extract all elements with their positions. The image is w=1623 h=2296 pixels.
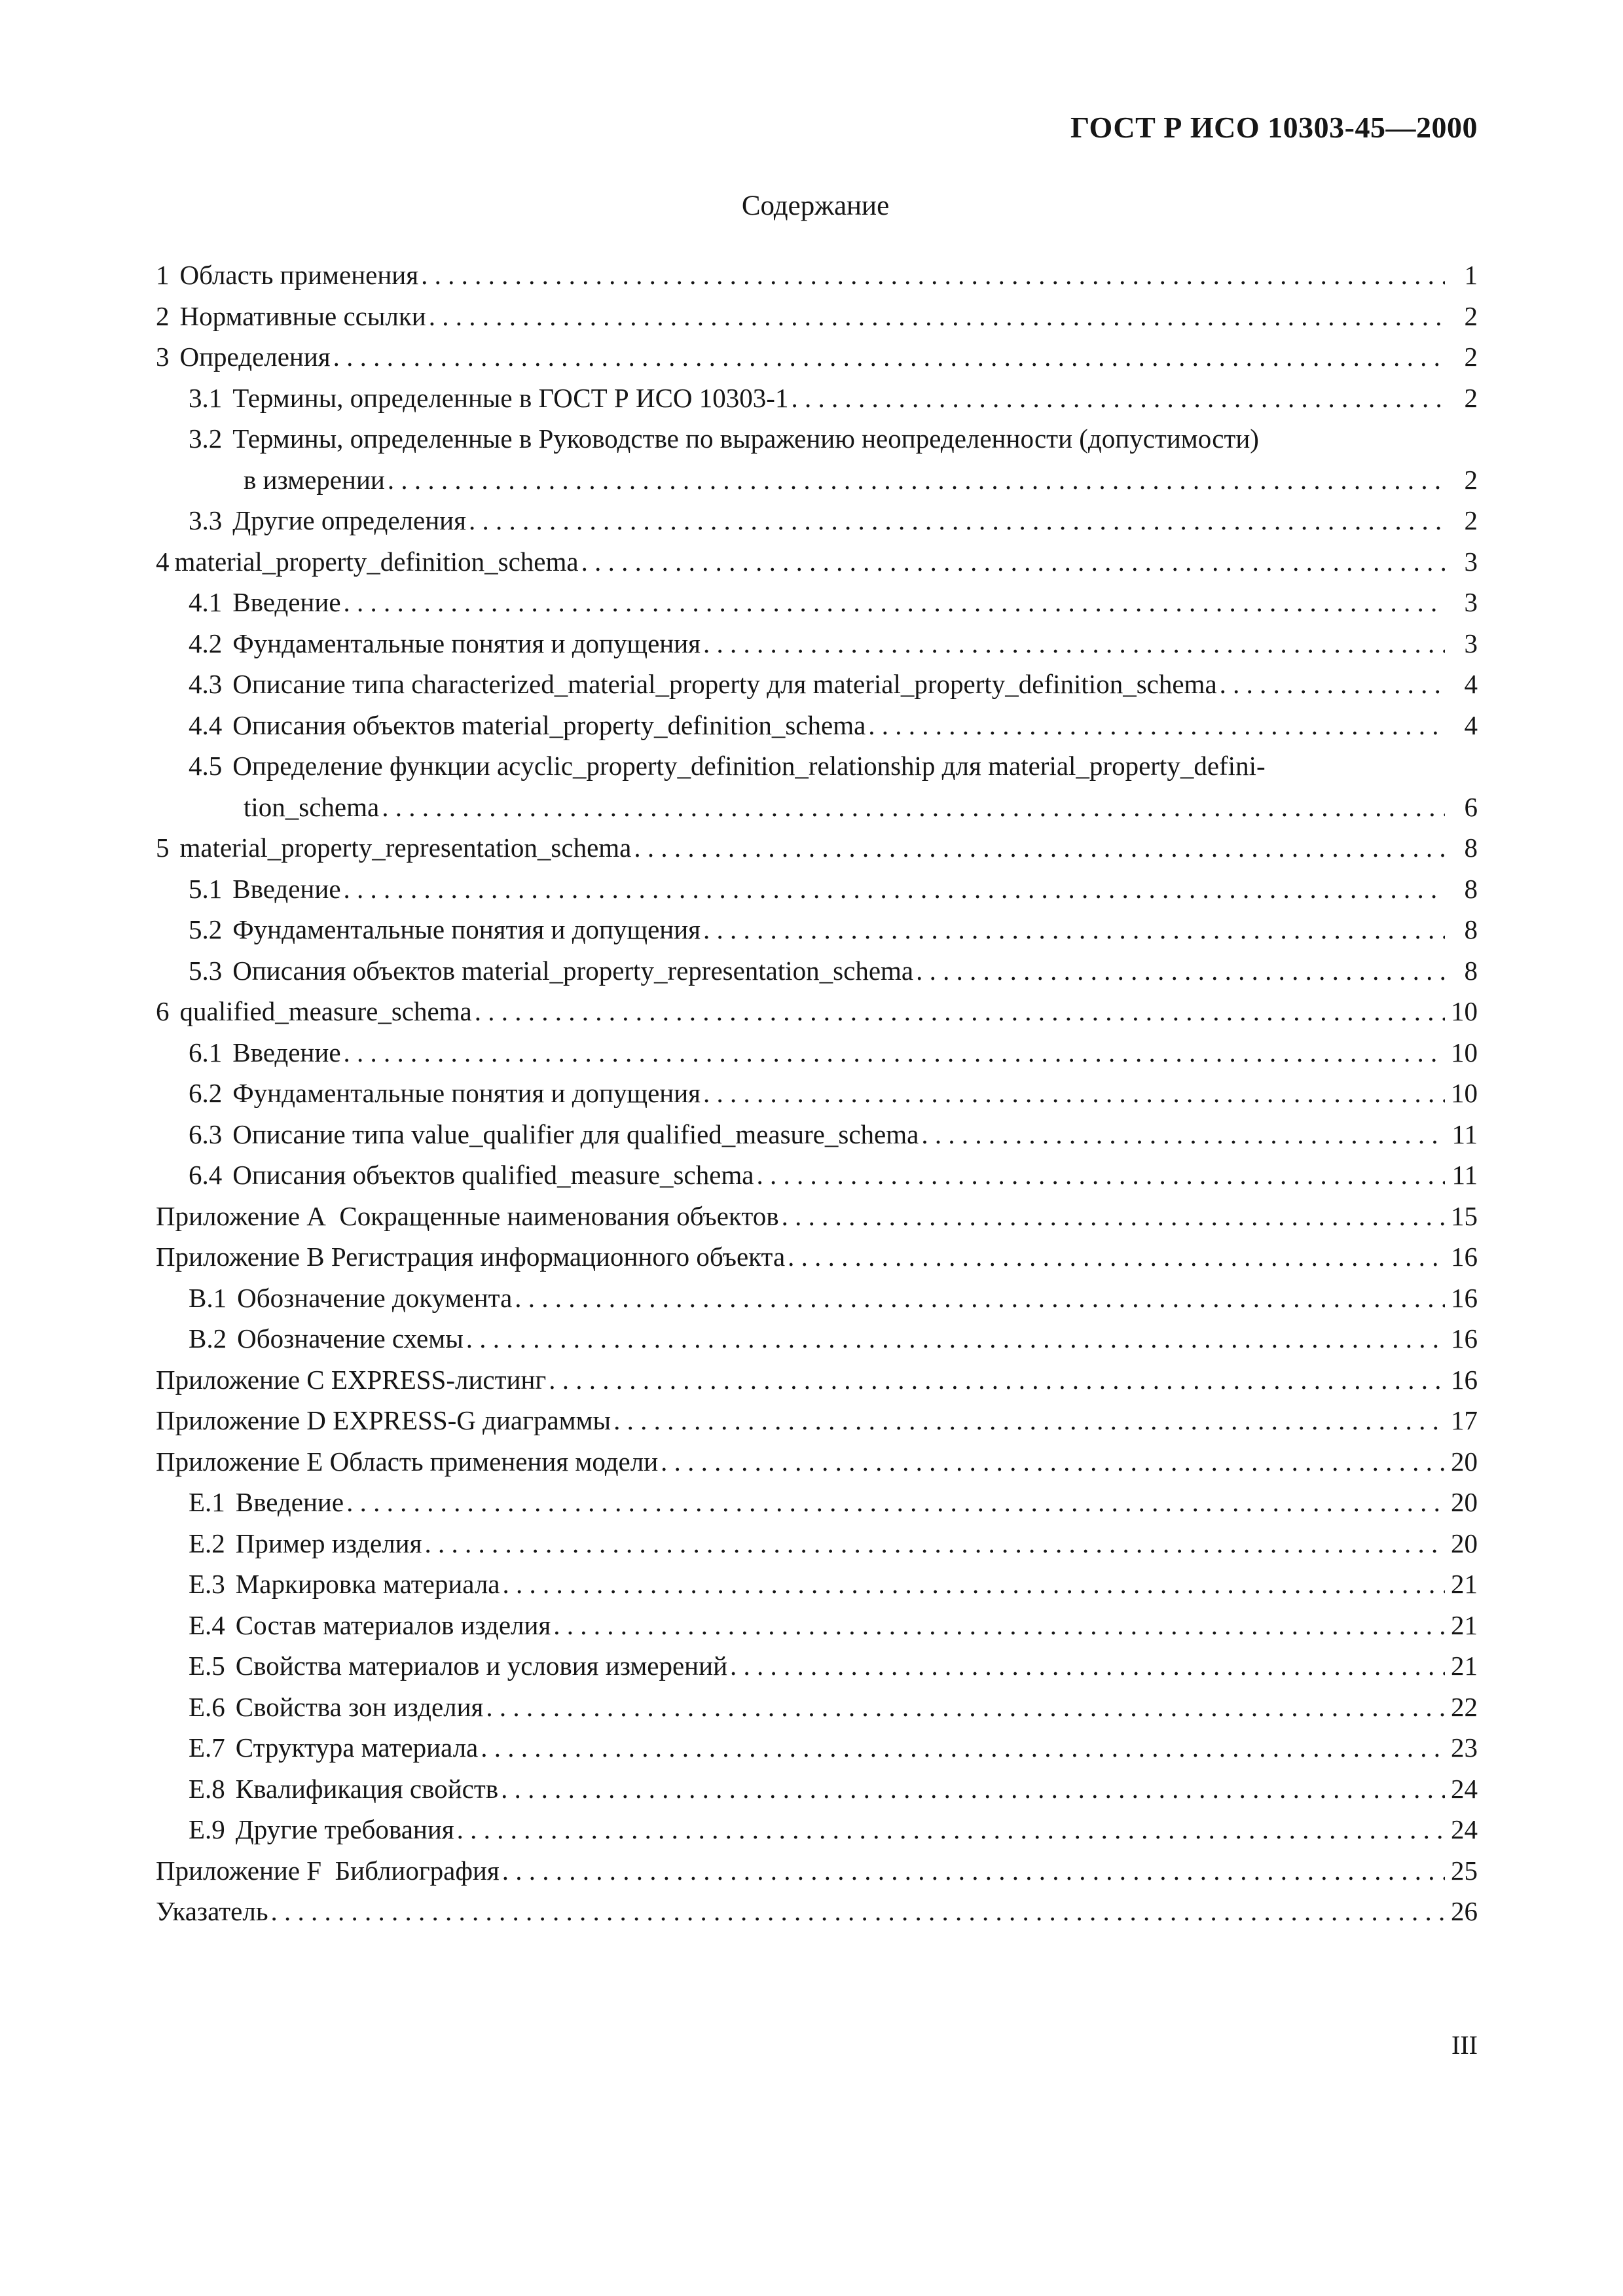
toc-entry-page: 21: [1451, 1609, 1478, 1640]
dot-leader: [457, 1809, 1445, 1850]
toc-entry-number: 3: [156, 342, 170, 372]
toc-entry[interactable]: [156, 1073, 1478, 1114]
dot-leader: [703, 623, 1445, 664]
dot-leader: [421, 255, 1445, 296]
dot-leader: [515, 1278, 1445, 1319]
dot-leader: [782, 1196, 1445, 1237]
toc-entry-number: 4.5: [189, 751, 223, 781]
dot-leader: [424, 1523, 1445, 1564]
toc-entry-number: Е.4: [189, 1609, 225, 1640]
toc-entry-page: 10: [1451, 1037, 1478, 1067]
toc-entry-page: 2: [1464, 342, 1478, 372]
toc-entry-title: Состав материалов изделия: [235, 1609, 551, 1640]
toc-entry-page: 20: [1451, 1487, 1478, 1517]
page-number: III: [1451, 2030, 1478, 2060]
toc-entry[interactable]: [156, 745, 1478, 787]
toc-entry-page: 23: [1451, 1732, 1478, 1763]
toc-entry-title: Приложение Е Область применения модели: [156, 1446, 659, 1477]
toc-entry-number: Е.2: [189, 1528, 225, 1558]
dot-leader: [346, 1482, 1445, 1523]
toc-entry-page: 20: [1451, 1446, 1478, 1477]
toc-entry-title: Пример изделия: [235, 1528, 422, 1558]
toc-entry-number: 1: [156, 260, 170, 290]
toc-entry-title: Термины, определенные в Руководстве по выражению неопределенности (допустимости): [232, 423, 1259, 454]
toc-entry-page: 10: [1451, 1078, 1478, 1108]
toc-entry[interactable]: [156, 1155, 1478, 1196]
toc-entry-title: Введение: [232, 1037, 341, 1067]
toc-entry[interactable]: [156, 1114, 1478, 1155]
dot-leader: [486, 1687, 1445, 1728]
toc-entry[interactable]: [156, 541, 1478, 583]
toc-entry[interactable]: [156, 1727, 1478, 1768]
document-code: ГОСТ Р ИСО 10303-45—2000: [1070, 111, 1478, 144]
toc-entry[interactable]: [156, 869, 1478, 910]
toc-entry-page: 3: [1464, 546, 1478, 577]
dot-leader: [634, 827, 1445, 869]
toc-entry-page: 17: [1451, 1405, 1478, 1435]
toc-entry[interactable]: [156, 582, 1478, 623]
toc-entry-title-continuation: в измерении: [244, 464, 385, 495]
toc-entry-page: 6: [1464, 791, 1478, 822]
toc-entry-page: 16: [1451, 1323, 1478, 1354]
toc-entry-page: 11: [1451, 1160, 1478, 1190]
toc-entry[interactable]: [156, 1768, 1478, 1810]
toc-entry[interactable]: [156, 1032, 1478, 1073]
toc-entry-title: qualified_measure_schema: [179, 996, 472, 1026]
toc-entry-number: Е.3: [189, 1569, 225, 1599]
toc-entry-title: Свойства зон изделия: [235, 1691, 484, 1722]
toc-entry-title: Описание типа characterized_material_property для material_property_definition_schema: [232, 669, 1217, 699]
toc-entry-title: Приложение D EXPRESS-G диаграммы: [156, 1405, 611, 1435]
toc-entry-title-continuation: tion_schema: [244, 791, 380, 822]
dot-leader: [333, 336, 1445, 378]
toc-entry-number: 6.1: [189, 1037, 223, 1067]
toc-entry-title: Обозначение схемы: [237, 1323, 464, 1354]
dot-leader: [788, 1236, 1445, 1278]
toc-entry[interactable]: [156, 909, 1478, 950]
toc-entry-appendix[interactable]: [156, 1359, 1478, 1401]
toc-entry-number: 3.1: [189, 382, 223, 413]
table-of-contents: [156, 255, 1478, 1932]
toc-entry-title: Нормативные ссылки: [179, 300, 426, 331]
dot-leader: [703, 909, 1445, 950]
dot-leader: [501, 1768, 1445, 1810]
dot-leader: [466, 1318, 1445, 1359]
toc-entry-title: Область применения: [179, 260, 419, 290]
toc-entry[interactable]: [156, 1523, 1478, 1564]
toc-entry-continuation[interactable]: [156, 459, 1478, 501]
toc-entry-title: Квалификация свойств: [235, 1773, 499, 1804]
toc-entry[interactable]: [156, 500, 1478, 541]
toc-entry[interactable]: [156, 296, 1478, 337]
toc-entry-number: 6.2: [189, 1078, 223, 1108]
toc-entry-number: Е.7: [189, 1732, 225, 1763]
dot-leader: [481, 1727, 1445, 1768]
toc-entry-appendix[interactable]: [156, 1236, 1478, 1278]
toc-entry-appendix[interactable]: [156, 1196, 1478, 1237]
toc-entry-page: 1: [1464, 260, 1478, 290]
toc-entry-title: Свойства материалов и условия измерений: [235, 1651, 728, 1681]
toc-entry-title: Введение: [235, 1487, 344, 1517]
toc-entry-title: material_property_definition_schema: [174, 546, 579, 577]
toc-entry-page: 25: [1451, 1855, 1478, 1886]
dot-leader: [388, 459, 1445, 501]
toc-entry-number: 4.1: [189, 587, 223, 617]
toc-entry-page: 24: [1451, 1773, 1478, 1804]
toc-entry-page: 10: [1451, 996, 1478, 1026]
toc-entry[interactable]: [156, 1482, 1478, 1523]
dot-leader: [549, 1359, 1445, 1401]
toc-entry[interactable]: [156, 1645, 1478, 1687]
toc-entry-title: Структура материала: [235, 1732, 479, 1763]
toc-entry-page: 11: [1451, 1119, 1478, 1149]
toc-entry-number: Е.9: [189, 1814, 225, 1844]
toc-entry-number: Е.8: [189, 1773, 225, 1804]
toc-entry-page: 21: [1451, 1569, 1478, 1599]
toc-entry-continuation[interactable]: [156, 787, 1478, 828]
toc-entry[interactable]: [156, 378, 1478, 419]
toc-entry-number: Е.6: [189, 1691, 225, 1722]
toc-entry-title: material_property_representation_schema: [179, 833, 632, 863]
toc-entry-number: 5.3: [189, 955, 223, 986]
dot-leader: [469, 500, 1445, 541]
toc-entry-page: 16: [1451, 1242, 1478, 1272]
toc-entry-title: Описания объектов material_property_definition_schema: [232, 709, 866, 740]
toc-entry[interactable]: [156, 1564, 1478, 1605]
toc-entry-page: 24: [1451, 1814, 1478, 1844]
toc-entry-number: 5: [156, 833, 170, 863]
toc-entry-title: Приложение А Сокращенные наименования объектов: [156, 1200, 779, 1231]
toc-entry-number: 6: [156, 996, 170, 1026]
toc-entry[interactable]: [156, 991, 1478, 1032]
toc-entry-page: 2: [1464, 382, 1478, 413]
toc-entry-title: Другие требования: [235, 1814, 454, 1844]
toc-entry-page: 22: [1451, 1691, 1478, 1722]
toc-entry-number: Е.5: [189, 1651, 225, 1681]
toc-entry[interactable]: [156, 1605, 1478, 1646]
toc-entry-page: 8: [1464, 955, 1478, 986]
toc-entry-title: Определения: [179, 342, 331, 372]
toc-entry-page: 8: [1464, 833, 1478, 863]
dot-leader: [344, 1032, 1445, 1073]
toc-entry-page: 26: [1451, 1896, 1478, 1926]
dot-leader: [661, 1441, 1445, 1482]
dot-leader: [703, 1073, 1445, 1114]
toc-entry[interactable]: [156, 255, 1478, 296]
toc-entry-appendix[interactable]: [156, 1850, 1478, 1892]
toc-entry-page: 20: [1451, 1528, 1478, 1558]
toc-entry-page: 16: [1451, 1282, 1478, 1313]
dot-leader: [1220, 664, 1445, 705]
toc-entry-page: 3: [1464, 587, 1478, 617]
toc-entry-page: 8: [1464, 914, 1478, 944]
toc-entry-page: 2: [1464, 464, 1478, 495]
toc-entry-page: 16: [1451, 1364, 1478, 1395]
toc-entry-title: Введение: [232, 873, 341, 904]
toc-entry-title: Другие определения: [232, 505, 466, 535]
dot-leader: [344, 582, 1445, 623]
dot-leader: [613, 1400, 1445, 1441]
toc-entry-number: Е.1: [189, 1487, 225, 1517]
toc-entry-number: 4: [156, 546, 170, 577]
toc-entry-page: 15: [1451, 1200, 1478, 1231]
toc-entry-title: Описания объектов qualified_measure_schema: [232, 1160, 754, 1190]
toc-entry[interactable]: [156, 664, 1478, 705]
toc-entry-title: Описания объектов material_property_representation_schema: [232, 955, 914, 986]
toc-entry-title: Фундаментальные понятия и допущения: [232, 914, 701, 944]
toc-entry-number: 6.4: [189, 1160, 223, 1190]
dot-leader: [868, 705, 1445, 746]
dot-leader: [502, 1850, 1445, 1892]
toc-entry[interactable]: [156, 1278, 1478, 1319]
toc-entry-title: Приложение F Библиография: [156, 1855, 500, 1886]
dot-leader: [382, 787, 1445, 828]
dot-leader: [503, 1564, 1446, 1605]
dot-leader: [921, 1114, 1445, 1155]
toc-entry[interactable]: [156, 705, 1478, 746]
toc-entry-number: 3.3: [189, 505, 223, 535]
toc-entry-page: 21: [1451, 1651, 1478, 1681]
toc-entry-number: 4.3: [189, 669, 223, 699]
toc-entry[interactable]: [156, 1687, 1478, 1728]
toc-entry[interactable]: [156, 950, 1478, 992]
dot-leader: [757, 1155, 1446, 1196]
toc-entry[interactable]: [156, 1318, 1478, 1359]
toc-entry-page: 4: [1464, 709, 1478, 740]
toc-entry-number: 6.3: [189, 1119, 223, 1149]
toc-entry-appendix[interactable]: [156, 1400, 1478, 1441]
toc-entry[interactable]: [156, 623, 1478, 664]
toc-entry-number: 2: [156, 300, 170, 331]
toc-entry[interactable]: [156, 418, 1478, 459]
toc-entry-title: Описание типа value_qualifier для qualified_measure_schema: [232, 1119, 919, 1149]
toc-entry-page: 2: [1464, 505, 1478, 535]
toc-entry-appendix[interactable]: [156, 1441, 1478, 1482]
toc-title: Содержание: [741, 190, 890, 221]
toc-entry-title: Приложение С EXPRESS-листинг: [156, 1364, 547, 1395]
dot-leader: [344, 869, 1445, 910]
dot-leader: [730, 1645, 1445, 1687]
toc-entry-number: 5.1: [189, 873, 223, 904]
toc-entry-number: 4.4: [189, 709, 223, 740]
toc-entry-page: 2: [1464, 300, 1478, 331]
toc-entry-title: Фундаментальные понятия и допущения: [232, 1078, 701, 1108]
dot-leader: [553, 1605, 1445, 1646]
toc-entry-title: Определение функции acyclic_property_definition_relationship для material_property_defini-: [232, 751, 1266, 781]
toc-entry-page: 3: [1464, 628, 1478, 658]
toc-entry[interactable]: [156, 827, 1478, 869]
dot-leader: [475, 991, 1445, 1032]
toc-entry-number: 4.2: [189, 628, 223, 658]
dot-leader: [791, 378, 1445, 419]
toc-entry-title: Термины, определенные в ГОСТ Р ИСО 10303-1: [232, 382, 789, 413]
dot-leader: [271, 1891, 1445, 1932]
toc-entry-number: В.1: [189, 1282, 227, 1313]
toc-entry-page: 8: [1464, 873, 1478, 904]
toc-entry[interactable]: [156, 336, 1478, 378]
toc-entry-number: 3.2: [189, 423, 223, 454]
toc-entry-number: В.2: [189, 1323, 227, 1354]
toc-entry-title: Обозначение документа: [237, 1282, 513, 1313]
toc-entry-title: Введение: [232, 587, 341, 617]
toc-entry-page: 4: [1464, 669, 1478, 699]
dot-leader: [581, 541, 1445, 583]
dot-leader: [916, 950, 1445, 992]
toc-entry-title: Приложение В Регистрация информационного объекта: [156, 1242, 786, 1272]
toc-entry-title: Фундаментальные понятия и допущения: [232, 628, 701, 658]
dot-leader: [429, 296, 1445, 337]
toc-entry-number: 5.2: [189, 914, 223, 944]
toc-entry-title: Указатель: [156, 1896, 268, 1926]
toc-entry-index[interactable]: [156, 1891, 1478, 1932]
toc-entry[interactable]: [156, 1809, 1478, 1850]
toc-entry-title: Маркировка материала: [235, 1569, 500, 1599]
